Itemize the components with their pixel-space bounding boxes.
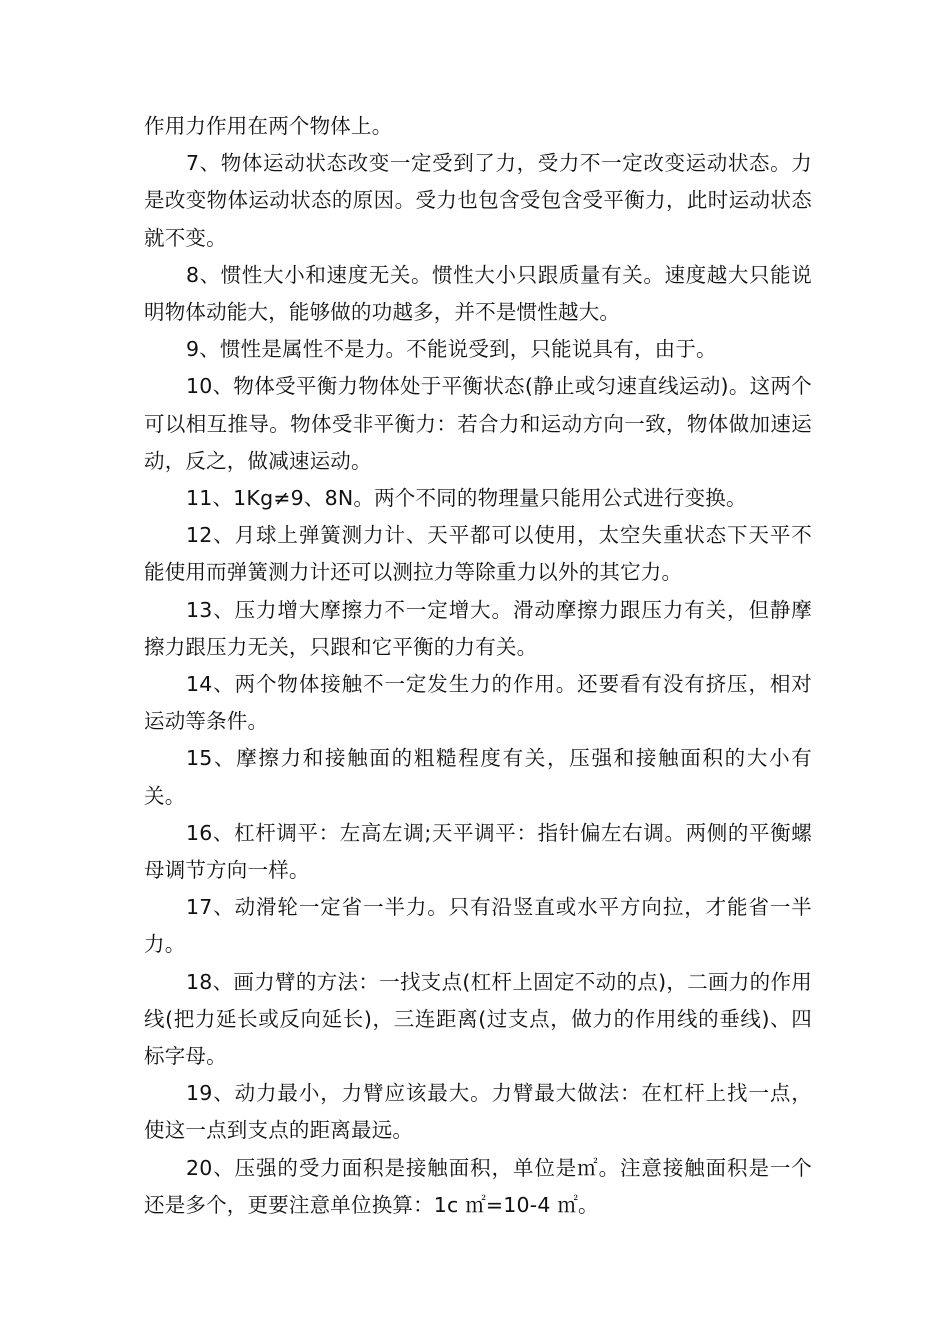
paragraph-item-18: 18、画力臂的方法：一找支点(杠杆上固定不动的点)，二画力的作用线(把力延长或反向延长)，三连距离(过支点，做力的作用线的垂线)、四标字母。 xyxy=(144,969,812,1069)
paragraph-item-11: 11、1Kg≠9、8N。两个不同的物理量只能用公式进行变换。 xyxy=(186,486,747,511)
paragraph-item-16: 16、杠杆调平：左高左调;天平调平：指针偏左右调。两侧的平衡螺母调节方向一样。 xyxy=(144,820,812,883)
paragraph-item-8: 8、惯性大小和速度无关。惯性大小只跟质量有关。速度越大只能说明物体动能大，能够做的功越多，并不是惯性越大。 xyxy=(144,262,812,325)
paragraph-item-10: 10、物体受平衡力物体处于平衡状态(静止或匀速直线运动)。这两个可以相互推导。物体受非平衡力：若合力和运动方向一致，物体做加速运动，反之，做减速运动。 xyxy=(144,374,812,473)
paragraph-item-14: 14、两个物体接触不一定发生力的作用。还要看有没有挤压，相对运动等条件。 xyxy=(144,672,812,734)
paragraph-item-20: 20、压强的受力面积是接触面积，单位是㎡。注意接触面积是一个还是多个，更要注意单位换算：1c ㎡=10-4 ㎡。 xyxy=(144,1155,812,1217)
paragraph-item-12: 12、月球上弹簧测力计、天平都可以使用，太空失重状态下天平不能使用而弹簧测力计还可以测拉力等除重力以外的其它力。 xyxy=(144,523,812,585)
paragraph-item-7: 7、物体运动状态改变一定受到了力，受力不一定改变运动状态。力是改变物体运动状态的原因。受力也包含受包含受平衡力，此时运动状态就不变。 xyxy=(144,151,812,250)
paragraph-item-15: 15、摩擦力和接触面的粗糙程度有关，压强和接触面积的大小有关。 xyxy=(144,746,812,808)
document-body xyxy=(144,108,812,1224)
paragraph-item-9: 9、惯性是属性不是力。不能说受到，只能说具有，由于。 xyxy=(186,337,717,362)
paragraph-item-19: 19、动力最小，力臂应该最大。力臂最大做法：在杠杆上找一点，使这一点到支点的距离最远。 xyxy=(144,1081,812,1143)
paragraph-continuation: 作用力作用在两个物体上。 xyxy=(144,114,393,138)
paragraph-item-13: 13、压力增大摩擦力不一定增大。滑动摩擦力跟压力有关，但静摩擦力跟压力无关，只跟和它平衡的力有关。 xyxy=(144,597,812,659)
paragraph-item-17: 17、动滑轮一定省一半力。只有沿竖直或水平方向拉，才能省一半力。 xyxy=(144,895,812,957)
